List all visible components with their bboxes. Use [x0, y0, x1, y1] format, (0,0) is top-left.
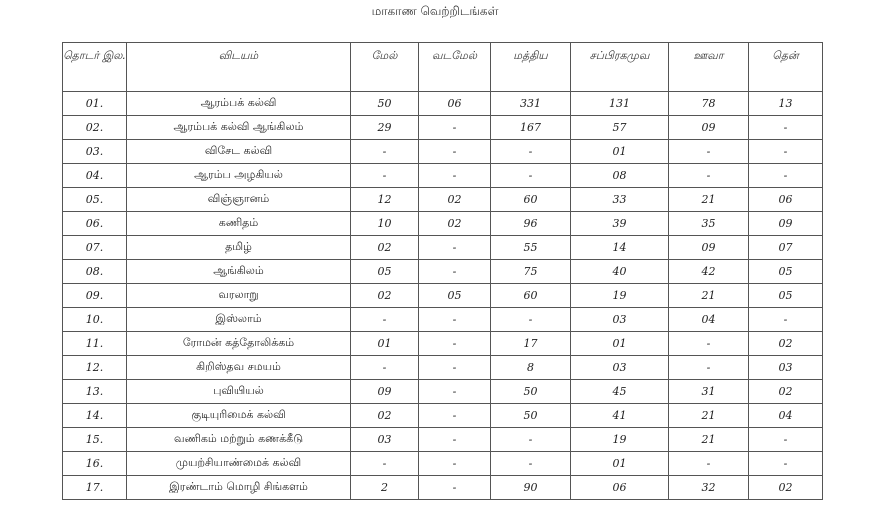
cell-sabaragamuwa: 57: [571, 116, 669, 140]
table-row: [63, 92, 823, 116]
cell-uva: 04: [669, 308, 749, 332]
cell-uva: -: [669, 356, 749, 380]
cell-uva: 09: [669, 236, 749, 260]
cell-central: 96: [491, 212, 571, 236]
cell-central: 90: [491, 476, 571, 500]
cell-southern: 05: [749, 260, 823, 284]
cell-central: 50: [491, 404, 571, 428]
cell-subject: விஞ்ஞானம்: [127, 188, 351, 212]
cell-western: 12: [351, 188, 419, 212]
cell-sabaragamuwa: 39: [571, 212, 669, 236]
cell-southern: 05: [749, 284, 823, 308]
cell-serial: 01.: [63, 92, 127, 116]
cell-subject: இரண்டாம் மொழி சிங்களம்: [127, 476, 351, 500]
cell-central: 8: [491, 356, 571, 380]
cell-subject: தமிழ்: [127, 236, 351, 260]
cell-subject: வணிகம் மற்றும் கணக்கீடு: [127, 428, 351, 452]
cell-serial: 12.: [63, 356, 127, 380]
cell-southern: -: [749, 308, 823, 332]
cell-subject: குடியுரிமைக் கல்வி: [127, 404, 351, 428]
table-row: [63, 380, 823, 404]
cell-sabaragamuwa: 33: [571, 188, 669, 212]
cell-north-western: -: [419, 116, 491, 140]
cell-serial: 09.: [63, 284, 127, 308]
table-row: [63, 140, 823, 164]
cell-north-western: -: [419, 428, 491, 452]
cell-serial: 14.: [63, 404, 127, 428]
cell-subject: புவியியல்: [127, 380, 351, 404]
cell-serial: 17.: [63, 476, 127, 500]
cell-western: 02: [351, 284, 419, 308]
cell-sabaragamuwa: 08: [571, 164, 669, 188]
cell-southern: 02: [749, 476, 823, 500]
cell-north-western: -: [419, 476, 491, 500]
cell-western: 2: [351, 476, 419, 500]
cell-subject: ஆரம்பக் கல்வி ஆங்கிலம்: [127, 116, 351, 140]
cell-southern: -: [749, 140, 823, 164]
cell-uva: 78: [669, 92, 749, 116]
table-row: [63, 284, 823, 308]
cell-southern: 07: [749, 236, 823, 260]
cell-sabaragamuwa: 01: [571, 452, 669, 476]
cell-central: 167: [491, 116, 571, 140]
vacancy-table: [62, 42, 823, 500]
page-title: மாகாண வெற்றிடங்கள்: [371, 4, 499, 18]
cell-serial: 16.: [63, 452, 127, 476]
cell-sabaragamuwa: 03: [571, 356, 669, 380]
cell-uva: 35: [669, 212, 749, 236]
cell-north-western: -: [419, 308, 491, 332]
cell-southern: -: [749, 164, 823, 188]
table-body: [63, 92, 823, 500]
table-row: [63, 476, 823, 500]
table-row: [63, 164, 823, 188]
cell-sabaragamuwa: 06: [571, 476, 669, 500]
cell-western: -: [351, 452, 419, 476]
cell-central: 60: [491, 188, 571, 212]
cell-sabaragamuwa: 19: [571, 428, 669, 452]
cell-serial: 08.: [63, 260, 127, 284]
cell-central: 17: [491, 332, 571, 356]
header-central: மத்திய: [491, 43, 571, 92]
cell-north-western: 06: [419, 92, 491, 116]
cell-western: 01: [351, 332, 419, 356]
header-subject: விடயம்: [127, 43, 351, 92]
cell-central: 331: [491, 92, 571, 116]
cell-north-western: -: [419, 380, 491, 404]
cell-serial: 06.: [63, 212, 127, 236]
cell-subject: இஸ்லாம்: [127, 308, 351, 332]
cell-uva: -: [669, 452, 749, 476]
cell-western: 50: [351, 92, 419, 116]
cell-southern: 09: [749, 212, 823, 236]
cell-uva: -: [669, 164, 749, 188]
table-row: [63, 308, 823, 332]
cell-sabaragamuwa: 01: [571, 332, 669, 356]
cell-north-western: -: [419, 164, 491, 188]
table-row: [63, 188, 823, 212]
cell-subject: ஆரம்ப அழகியல்: [127, 164, 351, 188]
cell-north-western: -: [419, 140, 491, 164]
cell-serial: 02.: [63, 116, 127, 140]
table-row: [63, 212, 823, 236]
cell-central: 60: [491, 284, 571, 308]
cell-uva: 32: [669, 476, 749, 500]
table-row: [63, 116, 823, 140]
cell-southern: -: [749, 116, 823, 140]
cell-western: 05: [351, 260, 419, 284]
cell-uva: -: [669, 332, 749, 356]
cell-western: -: [351, 356, 419, 380]
cell-southern: 04: [749, 404, 823, 428]
cell-subject: கணிதம்: [127, 212, 351, 236]
cell-sabaragamuwa: 01: [571, 140, 669, 164]
table-row: [63, 404, 823, 428]
cell-central: -: [491, 428, 571, 452]
cell-uva: 21: [669, 428, 749, 452]
cell-serial: 13.: [63, 380, 127, 404]
cell-uva: 31: [669, 380, 749, 404]
cell-serial: 11.: [63, 332, 127, 356]
cell-subject: ஆரம்பக் கல்வி: [127, 92, 351, 116]
cell-subject: விசேட கல்வி: [127, 140, 351, 164]
cell-north-western: 05: [419, 284, 491, 308]
cell-central: -: [491, 140, 571, 164]
cell-north-western: -: [419, 260, 491, 284]
cell-uva: 09: [669, 116, 749, 140]
cell-southern: 13: [749, 92, 823, 116]
cell-western: -: [351, 308, 419, 332]
cell-uva: -: [669, 140, 749, 164]
cell-subject: முயற்சியாண்மைக் கல்வி: [127, 452, 351, 476]
cell-southern: 02: [749, 380, 823, 404]
cell-central: 55: [491, 236, 571, 260]
header-north-western: வடமேல்: [419, 43, 491, 92]
cell-central: -: [491, 452, 571, 476]
cell-north-western: -: [419, 404, 491, 428]
cell-uva: 21: [669, 284, 749, 308]
table-row: [63, 452, 823, 476]
cell-sabaragamuwa: 14: [571, 236, 669, 260]
cell-uva: 21: [669, 404, 749, 428]
header-sabaragamuwa: சப்பிரகமுவ: [571, 43, 669, 92]
cell-western: 03: [351, 428, 419, 452]
cell-central: -: [491, 308, 571, 332]
cell-western: 29: [351, 116, 419, 140]
cell-southern: 03: [749, 356, 823, 380]
cell-western: -: [351, 140, 419, 164]
cell-sabaragamuwa: 03: [571, 308, 669, 332]
cell-north-western: -: [419, 236, 491, 260]
cell-north-western: -: [419, 452, 491, 476]
cell-sabaragamuwa: 131: [571, 92, 669, 116]
header-serial: தொடர் இல.: [63, 43, 127, 92]
cell-serial: 10.: [63, 308, 127, 332]
cell-sabaragamuwa: 41: [571, 404, 669, 428]
cell-sabaragamuwa: 45: [571, 380, 669, 404]
cell-subject: வரலாறு: [127, 284, 351, 308]
cell-southern: 06: [749, 188, 823, 212]
table-row: [63, 356, 823, 380]
cell-southern: -: [749, 452, 823, 476]
header-southern: தென்: [749, 43, 823, 92]
cell-serial: 07.: [63, 236, 127, 260]
cell-north-western: -: [419, 356, 491, 380]
cell-sabaragamuwa: 40: [571, 260, 669, 284]
cell-serial: 05.: [63, 188, 127, 212]
header-western: மேல்: [351, 43, 419, 92]
table-row: [63, 428, 823, 452]
cell-southern: -: [749, 428, 823, 452]
cell-sabaragamuwa: 19: [571, 284, 669, 308]
cell-western: 09: [351, 380, 419, 404]
cell-north-western: 02: [419, 212, 491, 236]
cell-central: 75: [491, 260, 571, 284]
table-row: [63, 260, 823, 284]
table-header-row: [63, 43, 823, 92]
cell-western: 10: [351, 212, 419, 236]
cell-subject: ரோமன் கத்தோலிக்கம்: [127, 332, 351, 356]
table-row: [63, 236, 823, 260]
cell-serial: 04.: [63, 164, 127, 188]
cell-western: -: [351, 164, 419, 188]
cell-serial: 03.: [63, 140, 127, 164]
cell-central: -: [491, 164, 571, 188]
header-uva: ஊவா: [669, 43, 749, 92]
cell-north-western: -: [419, 332, 491, 356]
cell-southern: 02: [749, 332, 823, 356]
cell-western: 02: [351, 404, 419, 428]
cell-uva: 21: [669, 188, 749, 212]
cell-central: 50: [491, 380, 571, 404]
cell-subject: கிறிஸ்தவ சமயம்: [127, 356, 351, 380]
cell-serial: 15.: [63, 428, 127, 452]
cell-uva: 42: [669, 260, 749, 284]
table-row: [63, 332, 823, 356]
cell-western: 02: [351, 236, 419, 260]
cell-north-western: 02: [419, 188, 491, 212]
cell-subject: ஆங்கிலம்: [127, 260, 351, 284]
